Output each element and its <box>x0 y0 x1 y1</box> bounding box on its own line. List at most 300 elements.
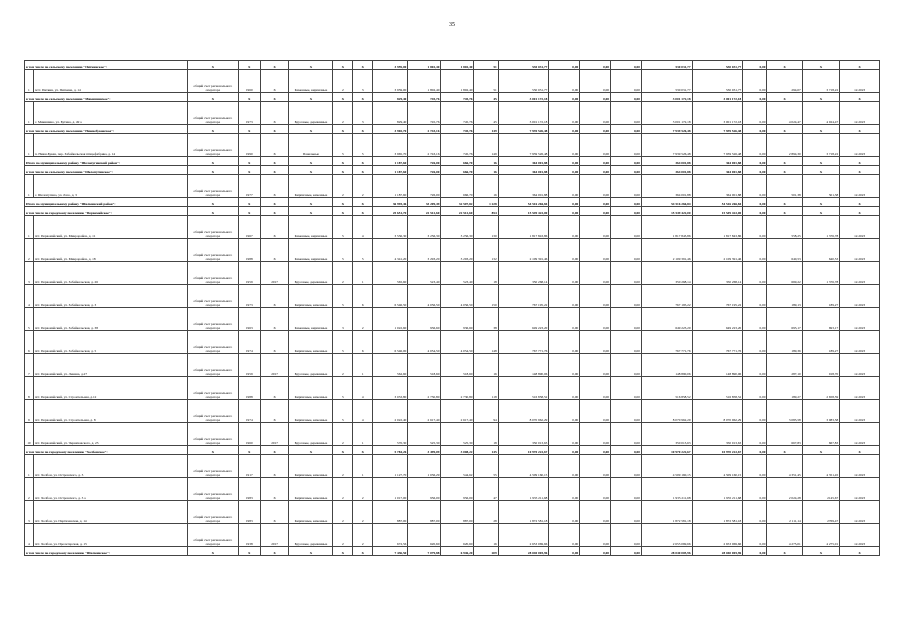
group-label-cell: в том числе по сельскому поселению "Нижнебуканское": <box>25 125 188 134</box>
value-cell: 0,00 <box>743 61 767 70</box>
value-cell: X <box>188 166 239 175</box>
value-cell: 0,00 <box>743 446 767 455</box>
value-cell: 0,00 <box>743 262 767 285</box>
address-cell: п/ст. Питкин, ул. Питкина, д. 14 <box>33 70 187 93</box>
floors-cell: 2 <box>333 478 353 501</box>
value-cell: 287,10 <box>767 354 802 377</box>
address-cell: пгт. Холбон, ул. Островского, д. 3 а <box>33 478 187 501</box>
value-cell: 4 275,01 <box>802 524 839 547</box>
address-cell: п. Нижн.Букан, пер. Забайкальская птицефабрика, д. 14 <box>33 134 187 157</box>
value-cell: 767 195,22 <box>641 285 692 308</box>
row-number-cell: 9 <box>25 400 34 423</box>
reconstruction-year-cell: X <box>260 102 289 125</box>
value-cell: X <box>238 93 260 102</box>
value-cell: 12.2023 <box>840 400 880 423</box>
value-cell: 294,07 <box>767 70 802 93</box>
settlement-subtotal-row <box>25 547 880 556</box>
total-area-cell: 887,00 <box>373 501 408 524</box>
value-cell: 350 268,14 <box>641 262 692 285</box>
value-cell: 0,00 <box>580 547 611 556</box>
value-cell: 0,00 <box>580 198 611 207</box>
value-cell: 3 718,22 <box>802 70 839 93</box>
value-cell: 2 109 391,46 <box>498 239 549 262</box>
value-cell: 2 111,14 <box>767 501 802 524</box>
value-cell: 0,00 <box>743 547 767 556</box>
reconstruction-year-cell: 2017 <box>260 354 289 377</box>
value-cell: X <box>767 157 802 166</box>
value-cell: 0,00 <box>611 501 642 524</box>
value-cell: 0,00 <box>611 524 642 547</box>
value-cell: 530 031,77 <box>692 61 743 70</box>
value-cell: 148 890,06 <box>641 354 692 377</box>
value-cell: X <box>238 198 260 207</box>
value-cell: 523,40 <box>441 262 474 285</box>
value-cell: 0,00 <box>580 125 611 134</box>
value-cell: X <box>333 61 353 70</box>
value-cell: 51 <box>474 61 498 70</box>
commission-year-cell: 1959 <box>238 354 260 377</box>
value-cell: 12.2023 <box>840 501 880 524</box>
floors-cell: 3 <box>333 308 353 331</box>
total-area-cell: 672,56 <box>373 524 408 547</box>
value-cell: 12.2023 <box>840 134 880 157</box>
entrances-cell: 2 <box>353 501 373 524</box>
house-row <box>25 501 880 524</box>
value-cell: X <box>353 93 373 102</box>
value-cell: 0,00 <box>549 134 580 157</box>
value-cell: X <box>289 125 333 134</box>
value-cell: 12.2023 <box>840 354 880 377</box>
value-cell: 0,00 <box>743 134 767 157</box>
address-cell: пгт. Холбон, ул. Партизанская, д. 14 <box>33 501 187 524</box>
value-cell: X <box>260 125 289 134</box>
value-cell: 15 549 422,00 <box>692 207 743 216</box>
value-cell: 0,00 <box>580 166 611 175</box>
value-cell: X <box>353 207 373 216</box>
total-area-cell: 3 959,00 <box>373 70 408 93</box>
value-cell: 3 959,00 <box>373 61 408 70</box>
value-cell: 501,38 <box>802 175 839 198</box>
group-label-cell: в том числе по сельскому поселению "Питкинское": <box>25 61 188 70</box>
value-cell: 8 070 962,29 <box>498 400 549 423</box>
wall-material-cell: Кирпичные, каменные <box>289 400 333 423</box>
value-cell: 12.2023 <box>840 175 880 198</box>
value-cell: X <box>333 157 353 166</box>
value-cell: 0,00 <box>580 93 611 102</box>
value-cell: X <box>289 547 333 556</box>
value-cell: 666,70 <box>441 166 474 175</box>
total-area-cell: 6 546,00 <box>373 331 408 354</box>
value-cell: 0,00 <box>611 216 642 239</box>
value-cell: 640,53 <box>767 239 802 262</box>
fund-method-cell: общий счет регионального оператора <box>188 501 239 524</box>
value-cell: 4 056,50 <box>441 285 474 308</box>
row-number-cell: 3 <box>25 501 34 524</box>
value-cell: 0,00 <box>743 354 767 377</box>
value-cell: 516 858,52 <box>498 377 549 400</box>
reconstruction-year-cell: X <box>260 216 289 239</box>
total-area-cell: 829,40 <box>373 102 408 125</box>
value-cell: 0,00 <box>611 239 642 262</box>
wall-material-cell: Брусовые, деревянные <box>289 262 333 285</box>
floors-cell: 5 <box>333 134 353 157</box>
total-area-cell: 3 536,30 <box>373 216 408 239</box>
value-cell: X <box>289 157 333 166</box>
value-cell: 189,13 <box>767 285 802 308</box>
address-cell: с. Мякишино, ул. Бутина, д. 49 а <box>33 102 187 125</box>
commission-year-cell: 1917 <box>238 455 260 478</box>
value-cell: X <box>333 125 353 134</box>
commission-year-cell: 1967 <box>238 216 260 239</box>
entrances-cell: 4 <box>353 216 373 239</box>
row-number-cell: 2 <box>25 239 34 262</box>
value-cell: 18 <box>474 262 498 285</box>
value-cell: 2 653 069,66 <box>692 524 743 547</box>
house-row <box>25 308 880 331</box>
value-cell: 0,00 <box>611 354 642 377</box>
value-cell: X <box>238 547 260 556</box>
value-cell: 15 549 422,00 <box>641 207 692 216</box>
value-cell: 887,00 <box>408 501 441 524</box>
value-cell: 501,38 <box>767 175 802 198</box>
floors-cell: 2 <box>333 354 353 377</box>
house-row <box>25 262 880 285</box>
house-row <box>25 239 880 262</box>
value-cell: X <box>840 61 880 70</box>
value-cell: 1 935 211,68 <box>641 478 692 501</box>
value-cell: 54 516 266,84 <box>641 198 692 207</box>
entrances-cell: 4 <box>353 377 373 400</box>
floors-cell: 5 <box>333 377 353 400</box>
address-cell: пгт. Первомайский, ул. Микрорайон, д. 18 <box>33 239 187 262</box>
value-cell: X <box>289 446 333 455</box>
wall-material-cell: Кирпичные, каменные <box>289 331 333 354</box>
value-cell: 0,00 <box>611 207 642 216</box>
address-cell: пгт. Холбон, ул. Пролетарская, д. 15 <box>33 524 187 547</box>
value-cell: 0,00 <box>743 331 767 354</box>
value-cell: 0,00 <box>580 400 611 423</box>
fund-method-cell: общий счет регионального оператора <box>188 400 239 423</box>
value-cell: 523,40 <box>408 262 441 285</box>
value-cell: 0,00 <box>743 166 767 175</box>
value-cell: 0,00 <box>580 207 611 216</box>
total-area-cell: 1 187,60 <box>373 175 408 198</box>
value-cell: 0,00 <box>611 446 642 455</box>
value-cell: 150 <box>474 285 498 308</box>
value-cell: X <box>333 547 353 556</box>
value-cell: 649 223,20 <box>498 308 549 331</box>
value-cell: 364 001,88 <box>498 175 549 198</box>
value-cell: 0,00 <box>611 157 642 166</box>
value-cell: 148 <box>474 331 498 354</box>
group-label-cell: в том числе по городскому поселению "Шилкинское": <box>25 547 188 556</box>
total-area-cell: 1 017,00 <box>373 478 408 501</box>
floors-cell: 5 <box>333 331 353 354</box>
value-cell: X <box>188 157 239 166</box>
house-row <box>25 400 880 423</box>
value-cell: 530 031,77 <box>498 61 549 70</box>
value-cell: X <box>289 207 333 216</box>
value-cell: X <box>353 157 373 166</box>
value-cell: 0,00 <box>743 70 767 93</box>
fund-method-cell: общий счет регионального оператора <box>188 285 239 308</box>
value-cell: 16 <box>474 354 498 377</box>
value-cell: 10 970 222,67 <box>641 446 692 455</box>
value-cell: 132 <box>474 239 498 262</box>
value-cell: X <box>238 61 260 70</box>
value-cell: 0,00 <box>611 166 642 175</box>
value-cell: 1 817 843,86 <box>498 216 549 239</box>
value-cell: X <box>260 198 289 207</box>
value-cell: X <box>840 198 880 207</box>
value-cell: 0,00 <box>580 423 611 446</box>
value-cell: 118 <box>474 377 498 400</box>
value-cell: X <box>260 61 289 70</box>
value-cell: 0,00 <box>580 157 611 166</box>
total-area-cell: 1 127,70 <box>373 455 408 478</box>
wall-material-cell: Кирпичные, каменные <box>289 377 333 400</box>
wall-material-cell: Брусовые, деревянные <box>289 524 333 547</box>
value-cell: 28 040 005,96 <box>692 547 743 556</box>
settlement-subtotal-row <box>25 446 880 455</box>
value-cell: 887,00 <box>441 501 474 524</box>
wall-material-cell: Кирпичные, каменные <box>289 285 333 308</box>
house-row <box>25 423 880 446</box>
value-cell: 0,00 <box>580 216 611 239</box>
value-cell: 0,00 <box>743 400 767 423</box>
value-cell: 649 223,20 <box>692 308 743 331</box>
wall-material-cell: Кирпичные, каменные <box>289 501 333 524</box>
value-cell: 12.2023 <box>840 262 880 285</box>
floors-cell: 2 <box>333 423 353 446</box>
value-cell: 148 890,06 <box>692 354 743 377</box>
total-area-cell: 3 033,80 <box>373 377 408 400</box>
fund-method-cell: общий счет регионального оператора <box>188 70 239 93</box>
value-cell: X <box>238 157 260 166</box>
value-cell: 145 <box>474 446 498 455</box>
value-cell: X <box>802 93 839 102</box>
house-row <box>25 285 880 308</box>
commission-year-cell: 1983 <box>238 478 260 501</box>
value-cell: 0,00 <box>611 285 642 308</box>
value-cell: 148 890,06 <box>498 354 549 377</box>
value-cell: 12.2023 <box>840 239 880 262</box>
value-cell: 2769,47 <box>802 501 839 524</box>
value-cell: 36 995,46 <box>373 198 408 207</box>
address-cell: пгт. Первомайский, ул. Строительная, д.12 <box>33 377 187 400</box>
value-cell: X <box>767 61 802 70</box>
value-cell: 2 743,16 <box>408 134 441 157</box>
value-cell: 209 <box>474 547 498 556</box>
value-cell: 2 109 391,46 <box>641 239 692 262</box>
value-cell: 767 195,22 <box>498 285 549 308</box>
value-cell: 767 771,76 <box>498 331 549 354</box>
value-cell: 0,00 <box>743 285 767 308</box>
commission-year-cell: 1960 <box>238 423 260 446</box>
settlement-subtotal-row <box>25 61 880 70</box>
group-label-cell: в том числе по городскому поселению "Холбонское": <box>25 446 188 455</box>
value-cell: 12.2023 <box>840 455 880 478</box>
fund-method-cell: общий счет регионального оператора <box>188 239 239 262</box>
value-cell: 0,00 <box>743 175 767 198</box>
value-cell: 3 001 172,18 <box>498 93 549 102</box>
value-cell: 0,00 <box>611 400 642 423</box>
value-cell: 516 858,52 <box>692 377 743 400</box>
address-cell: пгт. Первомайский, ул. Строительная, д. 8 <box>33 400 187 423</box>
value-cell: X <box>260 446 289 455</box>
value-cell: 12.2023 <box>840 377 880 400</box>
house-row <box>25 478 880 501</box>
floors-cell: 2 <box>333 175 353 198</box>
value-cell: 94 <box>474 400 498 423</box>
value-cell: 3 083,58 <box>767 400 802 423</box>
wall-material-cell: Брусовые, деревянные <box>289 102 333 125</box>
value-cell: 0,00 <box>549 501 580 524</box>
row-number-cell: 10 <box>25 423 34 446</box>
floors-cell: 2 <box>333 524 353 547</box>
value-cell: 3 718,22 <box>802 134 839 157</box>
value-cell: X <box>353 198 373 207</box>
value-cell: 0,00 <box>580 331 611 354</box>
settlement-subtotal-row <box>25 207 880 216</box>
entrances-cell: 2 <box>353 478 373 501</box>
reconstruction-year-cell: 2017 <box>260 423 289 446</box>
value-cell: 0,00 <box>549 93 580 102</box>
total-area-cell: 3 965,70 <box>373 134 408 157</box>
reconstruction-year-cell: X <box>260 377 289 400</box>
value-cell: 22 512,60 <box>408 207 441 216</box>
floors-cell: 2 <box>333 70 353 93</box>
value-cell: X <box>333 166 353 175</box>
value-cell: 0,00 <box>549 239 580 262</box>
value-cell: 767 771,76 <box>692 331 743 354</box>
value-cell: 350 013,63 <box>498 423 549 446</box>
value-cell: X <box>353 61 373 70</box>
wall-material-cell: Брусовые, деревянные <box>289 354 333 377</box>
page-number: 35 <box>449 22 455 28</box>
value-cell: 28 040 005,96 <box>641 547 692 556</box>
fund-method-cell: общий счет регионального оператора <box>188 377 239 400</box>
address-cell: пгт. Первомайский, ул. Забайкальская, д. 38 <box>33 308 187 331</box>
value-cell: 0,00 <box>611 93 642 102</box>
address-cell: пгт. Первомайский, ул. Забайкальская, д. 26 <box>33 262 187 285</box>
value-cell: 1 802,40 <box>441 61 474 70</box>
value-cell: 364 001,88 <box>641 175 692 198</box>
value-cell: 45 <box>474 102 498 125</box>
value-cell: 0,00 <box>743 524 767 547</box>
address-cell: пгт. Первомайский, ул. Забайкальская, д. 3 <box>33 285 187 308</box>
value-cell: 525,30 <box>408 423 441 446</box>
value-cell: X <box>289 93 333 102</box>
wall-material-cell: Каменные, кирпичные <box>289 70 333 93</box>
reconstruction-year-cell: X <box>260 285 289 308</box>
value-cell: 54 516 266,84 <box>498 198 549 207</box>
fund-method-cell: общий счет регионального оператора <box>188 262 239 285</box>
value-cell: 0,00 <box>580 61 611 70</box>
value-cell: 2 653 069,66 <box>498 524 549 547</box>
value-cell: 47 <box>474 478 498 501</box>
commission-year-cell: 1960 <box>238 70 260 93</box>
entrances-cell: 2 <box>353 175 373 198</box>
value-cell: X <box>767 446 802 455</box>
value-cell: 0,00 <box>611 70 642 93</box>
value-cell: 18 <box>474 423 498 446</box>
value-cell: 12.2023 <box>840 478 880 501</box>
entrances-cell: 6 <box>353 285 373 308</box>
value-cell: 3 293,20 <box>408 239 441 262</box>
value-cell: 33 209,49 <box>408 198 441 207</box>
value-cell: 0,00 <box>743 455 767 478</box>
reconstruction-year-cell: 2017 <box>260 524 289 547</box>
floors-cell: 5 <box>333 285 353 308</box>
value-cell: 669,22 <box>767 262 802 285</box>
row-number-cell: 7 <box>25 354 34 377</box>
value-cell: 7 939 526,48 <box>641 134 692 157</box>
value-cell: 149 <box>474 134 498 157</box>
fund-method-cell: общий счет регионального оператора <box>188 102 239 125</box>
row-number-cell: 1 <box>25 102 34 125</box>
value-cell: X <box>353 547 373 556</box>
value-cell: X <box>802 157 839 166</box>
value-cell: 0,00 <box>580 455 611 478</box>
value-cell: 936,60 <box>441 308 474 331</box>
address-cell: пгт. Первомайский, ул. Черняховского, д. 23 <box>33 423 187 446</box>
reconstruction-year-cell: X <box>260 331 289 354</box>
value-cell: 726,00 <box>408 175 441 198</box>
value-cell: 1 935 211,68 <box>498 478 549 501</box>
entrances-cell: 6 <box>353 331 373 354</box>
value-cell: X <box>260 547 289 556</box>
group-label-cell: в том числе по сельскому поселению "Шелопугинское": <box>25 166 188 175</box>
value-cell: X <box>188 198 239 207</box>
value-cell: 3 001 172,18 <box>641 93 692 102</box>
floors-cell: 5 <box>333 216 353 239</box>
value-cell: 936,60 <box>408 308 441 331</box>
value-cell: 745,76 <box>441 102 474 125</box>
value-cell: 530 031,77 <box>641 70 692 93</box>
value-cell: X <box>802 547 839 556</box>
house-row <box>25 175 880 198</box>
entrances-cell: 1 <box>353 262 373 285</box>
value-cell: 1 376,78 <box>802 262 839 285</box>
value-cell: 1 872 581,18 <box>498 501 549 524</box>
value-cell: 0,00 <box>549 70 580 93</box>
value-cell: 1 802,40 <box>441 70 474 93</box>
value-cell: X <box>802 125 839 134</box>
value-cell: 0,00 <box>549 61 580 70</box>
value-cell: 0,00 <box>743 239 767 262</box>
wall-material-cell: Панельные <box>289 134 333 157</box>
value-cell: X <box>802 61 839 70</box>
value-cell: 4 351,45 <box>767 455 802 478</box>
wall-material-cell: Кирпичные, каменные <box>289 478 333 501</box>
value-cell: X <box>353 446 373 455</box>
house-row <box>25 354 880 377</box>
capital-repair-register-table <box>24 60 880 556</box>
value-cell: 620,60 <box>408 524 441 547</box>
floors-cell: 2 <box>333 501 353 524</box>
value-cell: 0,00 <box>549 102 580 125</box>
value-cell: 12.2023 <box>840 285 880 308</box>
value-cell: 0,00 <box>743 93 767 102</box>
value-cell: 6 946,20 <box>441 547 474 556</box>
value-cell: 745,76 <box>441 93 474 102</box>
house-row <box>25 455 880 478</box>
value-cell: X <box>188 125 239 134</box>
commission-year-cell: 1963 <box>238 308 260 331</box>
wall-material-cell: Брусовые, деревянные <box>289 423 333 446</box>
value-cell: 25 651,70 <box>373 207 408 216</box>
